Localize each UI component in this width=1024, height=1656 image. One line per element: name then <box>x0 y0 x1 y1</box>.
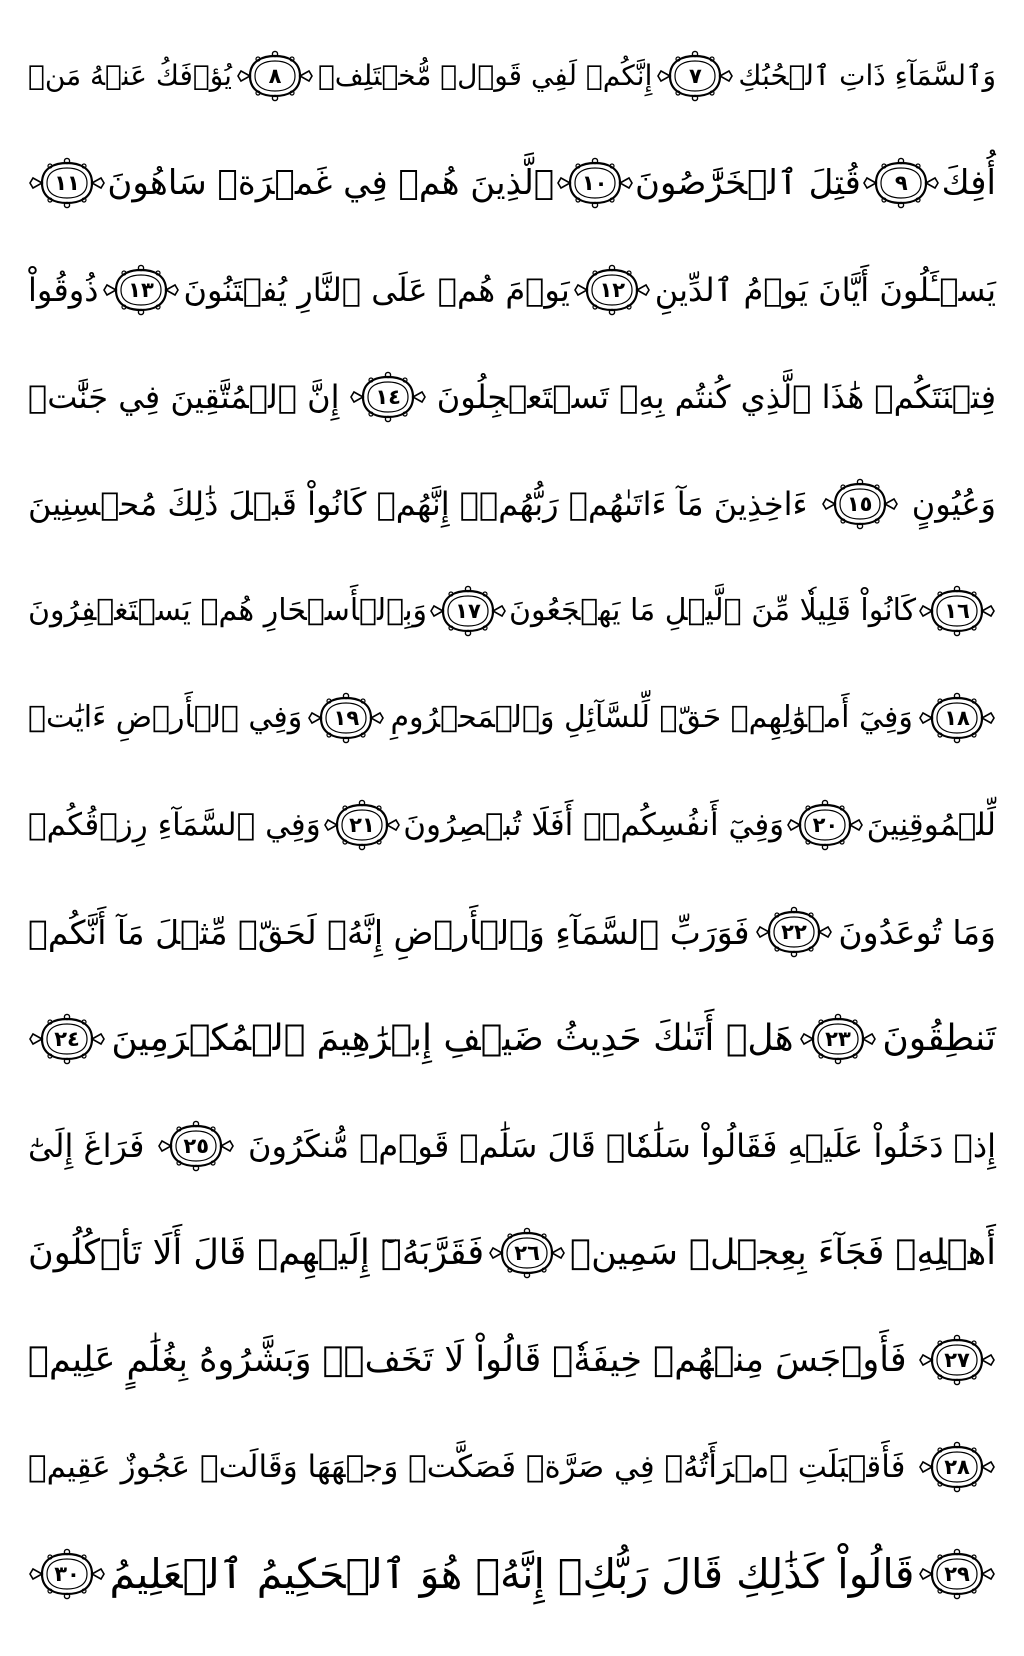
ayah-number: ١٤ <box>375 384 401 409</box>
verse-text: ءَاخِذِينَ مَآ ءَاتَىٰهُمۡ رَبُّهُمۡۚ إِنَّهُمۡ كَانُواْ قَبۡلَ ذَٰلِكَ مُحۡسِنِينَ <box>28 485 808 523</box>
verse-text: تَنطِقُونَ <box>882 1018 996 1059</box>
text-line <box>28 882 996 982</box>
ayah-number-marker <box>755 906 833 958</box>
ayah-number-marker <box>488 1227 566 1279</box>
verse-text: ذُوقُواْ <box>28 271 99 309</box>
ayah-number-marker <box>918 1441 996 1493</box>
ayah-number: ٢٨ <box>944 1454 970 1479</box>
ayah-number-marker <box>821 478 899 530</box>
text-line <box>28 26 996 126</box>
verse-text: قَالُواْ كَذَٰلِكِ قَالَ رَبُّكِۖ إِنَّهُۥ هُوَ ٱلۡحَكِيمُ ٱلۡعَلِيمُ <box>109 1549 915 1598</box>
verse-text: يَوۡمَ هُمۡ عَلَى ٱلنَّارِ يُفۡتَنُونَ <box>183 271 570 309</box>
verse-text: إِذۡ دَخَلُواْ عَلَيۡهِ فَقَالُواْ سَلَٰمٗاۖ قَالَ سَلَٰمٞ قَوۡمٞ مُّنكَرُونَ <box>247 1127 996 1165</box>
ayah-number-marker <box>656 50 734 102</box>
ayah-number: ١٣ <box>128 277 154 302</box>
ayah-number: ٢٦ <box>514 1240 540 1265</box>
ayah-number-marker <box>786 799 864 851</box>
ayah-number: ٢١ <box>349 812 375 837</box>
verse-text: فَأَقۡبَلَتِ ٱمۡرَأَتُهُۥ فِي صَرَّةٖ فَصَكَّتۡ وَجۡهَهَا وَقَالَتۡ عَجُوزٌ عَقِيمٞ <box>28 1448 906 1485</box>
ayah-number: ١٧ <box>455 598 481 623</box>
ayah-number: ٢٩ <box>944 1561 970 1586</box>
ayah-number: ١٨ <box>944 705 970 730</box>
ayah-number-marker <box>862 157 940 209</box>
ayah-number: ٢٢ <box>781 919 807 944</box>
ayah-number-marker <box>307 692 385 744</box>
verse-text: فِتۡنَتَكُمۡ هَٰذَا ٱلَّذِي كُنتُم بِهِۦ تَسۡتَعۡجِلُونَ <box>436 378 996 416</box>
text-line <box>28 347 996 447</box>
text-line <box>28 668 996 768</box>
ayah-number-marker <box>918 1548 996 1600</box>
verse-text: يُؤۡفَكُ عَنۡهُ مَنۡ <box>28 59 232 92</box>
verse-text: هَلۡ أَتَىٰكَ حَدِيثُ ضَيۡفِ إِبۡرَٰهِيمَ ٱلۡمُكۡرَمِينَ <box>111 1018 794 1059</box>
ayah-number: ١١ <box>54 170 80 195</box>
ayah-number-marker <box>28 1548 106 1600</box>
verse-text: وَمَا تُوعَدُونَ <box>838 912 996 952</box>
ayah-number: ٢٧ <box>944 1347 970 1372</box>
ayah-number-marker <box>429 585 507 637</box>
text-line <box>28 1524 996 1624</box>
ayah-number: ١٠ <box>581 170 608 195</box>
ayah-number-marker <box>28 157 106 209</box>
verse-text: يَسۡـَٔلُونَ أَيَّانَ يَوۡمُ ٱلدِّينِ <box>654 271 996 309</box>
verse-text: وَفِيٓ أَمۡوَٰلِهِمۡ حَقّٞ لِّلسَّآئِلِ وَٱلۡمَحۡرُومِ <box>390 700 913 735</box>
ayah-number-marker <box>918 692 996 744</box>
ayah-number: ٧ <box>688 63 702 88</box>
text-line <box>28 775 996 875</box>
ayah-number: ٢٤ <box>54 1026 80 1051</box>
text-line <box>28 454 996 554</box>
ayah-number-marker <box>28 1013 106 1065</box>
verse-text: فَوَرَبِّ ٱلسَّمَآءِ وَٱلۡأَرۡضِ إِنَّهُۥ لَحَقّٞ مِّثۡلَ مَآ أَنَّكُمۡ <box>28 912 750 952</box>
verse-text: وَعُيُونٍ <box>911 485 996 523</box>
ayah-number: ١٥ <box>846 491 873 516</box>
text-line <box>28 1096 996 1196</box>
ayah-number-marker <box>918 1334 996 1386</box>
verse-text: فَأَوۡجَسَ مِنۡهُمۡ خِيفَةٗۖ قَالُواْ لَا تَخَفۡۖ وَبَشَّرُوهُ بِغُلَٰمٍ عَلِيمٖ <box>28 1339 907 1380</box>
ayah-number-marker <box>236 50 314 102</box>
ayah-number: ١٦ <box>944 598 970 623</box>
text-line <box>28 240 996 340</box>
verse-text: فَقَرَّبَهُۥٓ إِلَيۡهِمۡ قَالَ أَلَا تَأۡكُلُونَ <box>28 1232 485 1273</box>
verse-text: أَهۡلِهِۦ فَجَآءَ بِعِجۡلٖ سَمِينٖ <box>570 1232 996 1273</box>
verse-text: لِّلۡمُوقِنِينَ <box>866 806 996 843</box>
ayah-number: ٨ <box>268 63 282 88</box>
ayah-number-marker <box>918 585 996 637</box>
ayah-number: ٢٥ <box>183 1133 210 1158</box>
ayah-number-marker <box>556 157 634 209</box>
verse-text: أُفِكَ <box>941 163 996 203</box>
text-line <box>28 1417 996 1517</box>
text-line <box>28 1203 996 1303</box>
verse-text: إِنَّكُمۡ لَفِي قَوۡلٖ مُّخۡتَلِفٖ <box>317 59 653 92</box>
ayah-number: ١٩ <box>333 705 360 730</box>
verse-text: وَفِي ٱلسَّمَآءِ رِزۡقُكُمۡ <box>28 806 321 843</box>
ayah-number: ٢٠ <box>812 812 839 837</box>
ayah-number: ٢٣ <box>825 1026 851 1051</box>
ayah-number-marker <box>573 264 651 316</box>
ayah-number: ٩ <box>894 170 908 195</box>
verse-text: وَفِيٓ أَنفُسِكُمۡۚ أَفَلَا تُبۡصِرُونَ <box>403 806 785 843</box>
ayah-number-marker <box>323 799 401 851</box>
verse-text: وَفِي ٱلۡأَرۡضِ ءَايَٰتٞ <box>28 700 303 735</box>
verse-text: وَبِٱلۡأَسۡحَارِ هُمۡ يَسۡتَغۡفِرُونَ <box>28 593 428 628</box>
ayah-number-marker <box>349 371 427 423</box>
ayah-number-marker <box>157 1120 235 1172</box>
ayah-number-marker <box>799 1013 877 1065</box>
text-line <box>28 1310 996 1410</box>
verse-text: إِنَّ ٱلۡمُتَّقِينَ فِي جَنَّٰتٖ <box>28 378 340 416</box>
text-line <box>28 133 996 233</box>
verse-text: كَانُواْ قَلِيلٗا مِّنَ ٱلَّيۡلِ مَا يَهۡجَعُونَ <box>508 593 917 628</box>
verse-text: وَٱلسَّمَآءِ ذَاتِ ٱلۡحُبُكِ <box>738 59 996 92</box>
text-line <box>28 989 996 1089</box>
verse-text: فَرَاغَ إِلَىٰٓ <box>28 1127 145 1165</box>
ayah-number: ١٢ <box>599 277 626 302</box>
text-line <box>28 561 996 661</box>
verse-text: ٱلَّذِينَ هُمۡ فِي غَمۡرَةٖ سَاهُونَ <box>107 163 555 203</box>
ayah-number-marker <box>102 264 180 316</box>
ayah-number: ٣٠ <box>54 1561 80 1586</box>
verse-text: قُتِلَ ٱلۡخَرَّٰصُونَ <box>635 163 861 203</box>
